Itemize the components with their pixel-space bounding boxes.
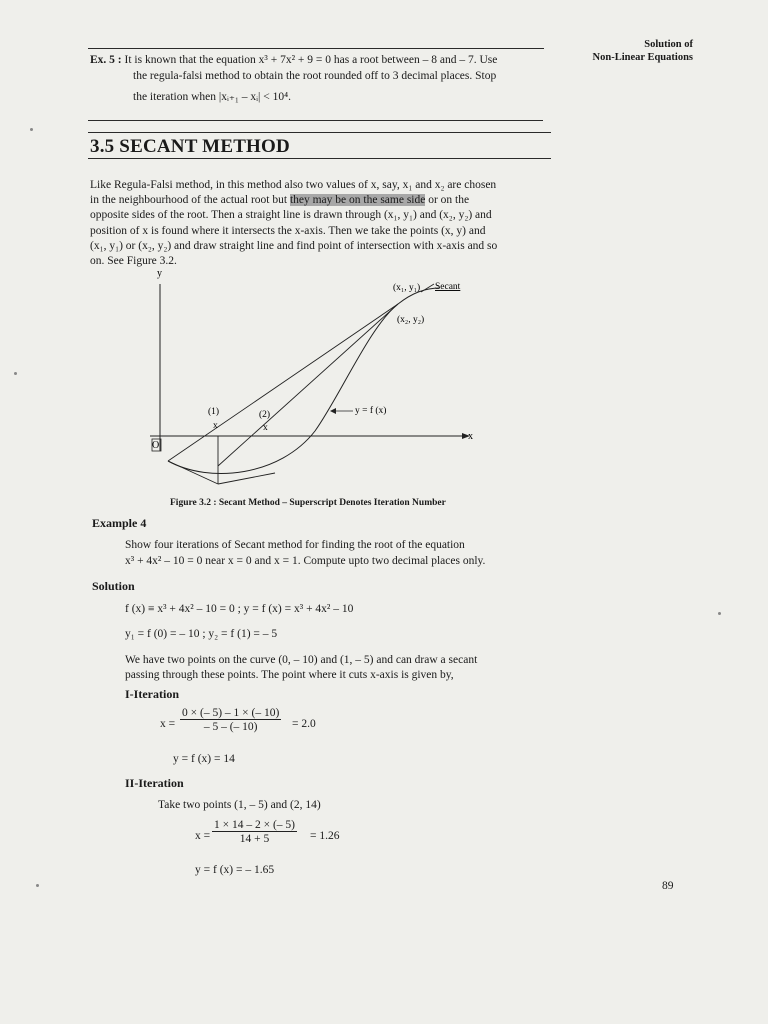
iteration-2-label: (2)	[259, 410, 271, 420]
iteration-2-numerator: 1 × 14 – 2 × (– 5)	[214, 819, 296, 831]
point-2-label: (x₂, y₂)	[397, 315, 425, 325]
ex5-line-1: It is known that the equation x³ + 7x² + 9 = 0 has a root between – 8 and – 7. Use	[124, 54, 498, 66]
solution-line-2: y₁ = f (0) = – 10 ; y₂ = f (1) = – 5	[125, 628, 278, 640]
page-number: 89	[662, 880, 674, 892]
example-question-1: Show four iterations of Secant method for finding the root of the equation	[125, 539, 465, 551]
para-line-6: on. See Figure 3.2.	[90, 255, 177, 268]
chapter-side-title	[533, 38, 693, 64]
ex5-line-2: the regula-falsi method to obtain the root rounded off to 3 decimal places. Stop	[133, 70, 497, 82]
ex5-label: Ex. 5 :	[90, 54, 122, 66]
solution-line-4: passing through these points. The point where it cuts x-axis is given by,	[125, 669, 454, 681]
iteration-1-result: = 2.0	[292, 718, 316, 730]
scan-speck	[718, 612, 721, 615]
x-2-label: x	[263, 423, 268, 433]
iteration-1-y: y = f (x) = 14	[173, 753, 235, 765]
secant-line-1	[168, 304, 398, 461]
secant-pointer	[421, 284, 434, 292]
side-title-line-1: Solution of	[644, 39, 693, 50]
top-rule	[88, 48, 544, 49]
para-line-2a: in the neighbourhood of the actual root but	[90, 194, 290, 207]
x-1-label: x	[213, 421, 218, 431]
iteration-1-numerator: 0 × (– 5) – 1 × (– 10)	[182, 707, 280, 719]
figure-caption: Figure 3.2 : Secant Method – Superscript Denotes Iteration Number	[170, 498, 446, 508]
iteration-2-x-label: x =	[195, 830, 211, 842]
iteration-1-label: (1)	[208, 407, 220, 417]
point-1-label: (x₁, y₁)	[393, 283, 421, 293]
iteration-1-heading: I-Iteration	[125, 687, 179, 701]
exercise-5	[90, 52, 550, 105]
iteration-2-text: Take two points (1, – 5) and (2, 14)	[158, 799, 321, 811]
origin-label: O	[152, 440, 160, 451]
secant-label: Secant	[435, 282, 461, 292]
iteration-2-fraction	[212, 819, 297, 845]
para-line-5: (x₁, y₁) or (x₂, y₂) and draw straight line and find point of intersection with x-axis and so	[90, 239, 498, 252]
para-line-2b: or on the	[425, 194, 470, 207]
iteration-2-y: y = f (x) = – 1.65	[195, 864, 275, 876]
para-line-4: position of x is found where it intersects the x-axis. Then we take the points (x, y) and	[90, 224, 486, 237]
curve-arrow-head	[330, 408, 336, 414]
curve-label: y = f (x)	[355, 406, 387, 416]
iteration-1-denominator: – 5 – (– 10)	[203, 721, 258, 733]
secant-method-figure	[140, 266, 490, 496]
scan-speck	[30, 128, 33, 131]
section-bottom-rule	[88, 158, 551, 159]
ex5-bottom-rule	[88, 120, 543, 121]
bottom-segment-2	[218, 473, 275, 484]
solution-line-3: We have two points on the curve (0, – 10) and (1, – 5) and can draw a secant	[125, 654, 478, 666]
example-heading: Example 4	[92, 516, 147, 530]
scan-speck	[14, 372, 17, 375]
intro-paragraph	[90, 178, 550, 269]
x-axis-label: x	[468, 431, 473, 442]
y-axis-label: y	[157, 268, 162, 279]
section-title: 3.5 SECANT METHOD	[90, 136, 290, 157]
solution-line-1: f (x) ≡ x³ + 4x² – 10 = 0 ; y = f (x) = x³ + 4x² – 10	[125, 603, 354, 615]
ex5-line-3: the iteration when |xᵢ₊₁ – xᵢ| < 10⁴.	[133, 91, 291, 103]
iteration-1-x-label: x =	[160, 718, 176, 730]
example-question-2: x³ + 4x² – 10 = 0 near x = 0 and x = 1. Compute upto two decimal places only.	[125, 555, 486, 567]
highlighted-text: they may be on the same side	[289, 194, 426, 207]
iteration-2-result: = 1.26	[310, 830, 340, 842]
iteration-1-fraction	[180, 707, 281, 733]
side-title-line-2: Non-Linear Equations	[592, 52, 693, 63]
para-line-1: Like Regula-Falsi method, in this method also two values of x, say, x₁ and x₂ are chosen	[90, 179, 497, 191]
scan-speck	[36, 884, 39, 887]
bottom-segment	[168, 461, 218, 484]
para-line-3: opposite sides of the root. Then a straight line is drawn through (x₁, y₁) and (x₂, y₂) and	[90, 209, 492, 222]
solution-heading: Solution	[92, 579, 135, 593]
section-top-rule	[88, 132, 551, 133]
iteration-2-heading: II-Iteration	[125, 776, 184, 790]
iteration-2-denominator: 14 + 5	[239, 833, 270, 845]
secant-line-2	[218, 304, 398, 466]
